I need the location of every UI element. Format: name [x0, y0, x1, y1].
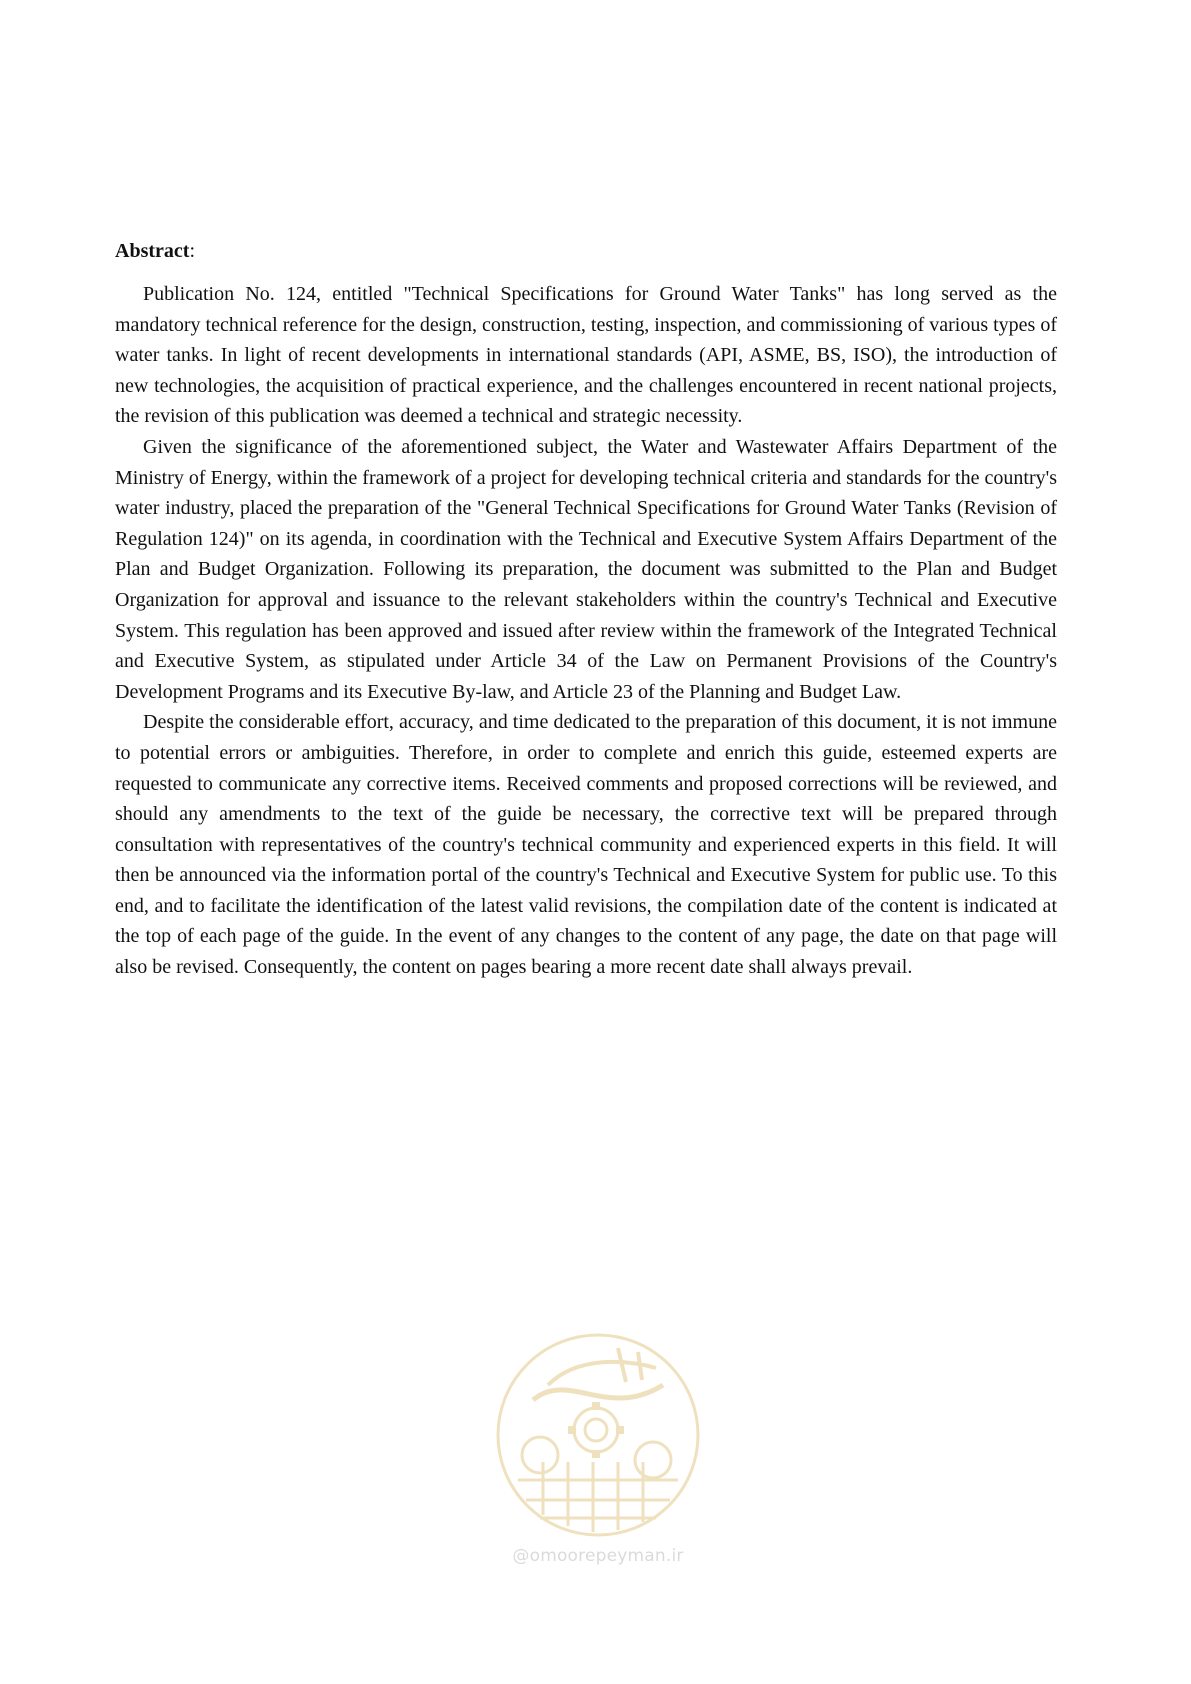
abstract-paragraph-1: Publication No. 124, entitled "Technical Specifications for Ground Water Tanks" has long served as the mandatory technical reference for the design, construction, testing, inspection, and commissioning of various types of water tanks. In light of recent developments in international standards (API, ASME, BS, ISO), the introduction of new technologies, the acquisition of practical experience, and the challenges encountered in recent national projects, the revision of this publication was deemed a technical and strategic necessity.	[115, 283, 1057, 428]
abstract-heading-colon: :	[189, 240, 195, 262]
abstract-heading	[115, 236, 1057, 266]
abstract-paragraph-2: Given the significance of the aforementioned subject, the Water and Wastewater Affairs Department of the Ministry of Energy, within the framework of a project for developing technical criteria and standards for the country's water industry, placed the preparation of the "General Technical Specifications for Ground Water Tanks (Revision of Regulation 124)" on its agenda, in coordination with the Technical and Executive System Affairs Department of the Plan and Budget Organization. Following its preparation, the document was submitted to the Plan and Budget Organization for approval and issuance to the relevant stakeholders within the country's Technical and Executive System. This regulation has been approved and issued after review within the framework of the Integrated Technical and Executive System, as stipulated under Article 34 of the Law on Permanent Provisions of the Country's Development Programs and its Executive By-law, and Article 23 of the Planning and Budget Law.	[115, 435, 1057, 703]
watermark-url: @omoorepeyman.ir	[512, 1546, 684, 1566]
abstract-section	[115, 236, 1057, 983]
abstract-heading-text: Abstract	[115, 240, 190, 262]
abstract-paragraph-3: Despite the considerable effort, accuracy, and time dedicated to the preparation of this document, it is not immune to potential errors or ambiguities. Therefore, in order to complete and enrich this guide, esteemed experts are requested to communicate any corrective items. Received comments and proposed corrections will be reviewed, and should any amendments to the text of the guide be necessary, the corrective text will be prepared through consultation with representatives of the country's technical community and experienced experts in this field. It will then be announced via the information portal of the country's Technical and Executive System for public use. To this end, and to facilitate the identification of the latest valid revisions, the compilation date of the content is indicated at the top of each page of the guide. In the event of any changes to the content of any page, the date on that page will also be revised. Consequently, the content on pages bearing a more recent date shall always prevail.	[115, 711, 1057, 979]
watermark	[488, 1330, 708, 1580]
omoore-peyman-seal-icon	[488, 1330, 708, 1540]
